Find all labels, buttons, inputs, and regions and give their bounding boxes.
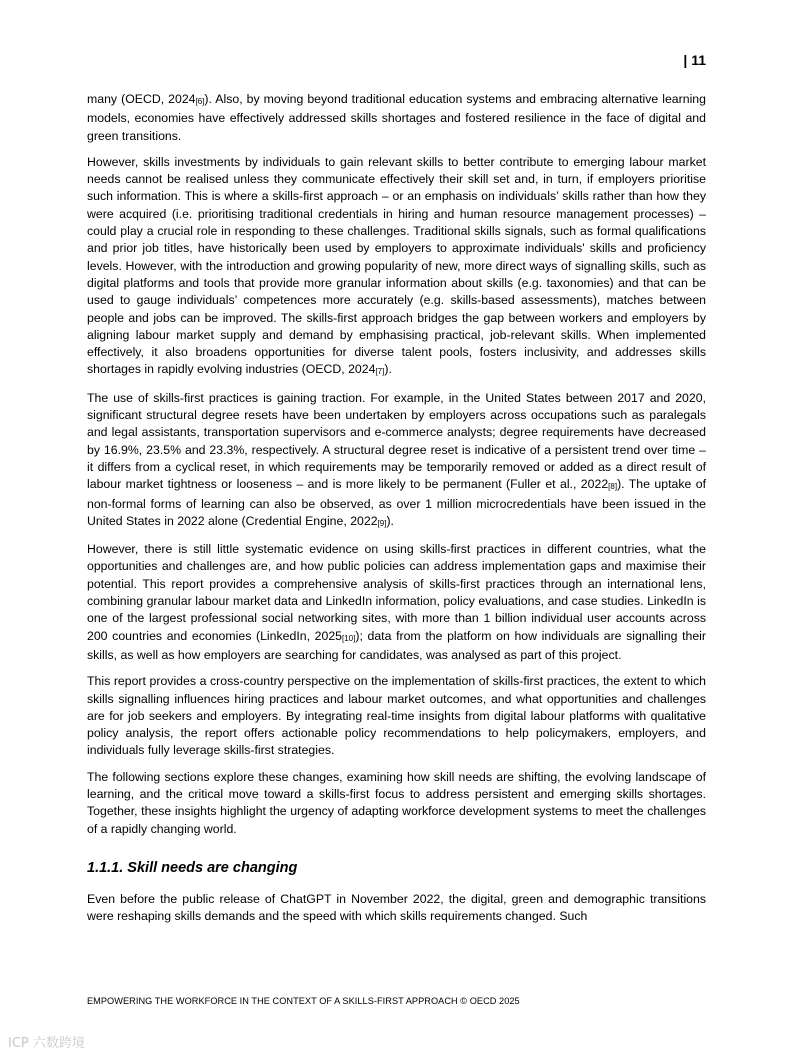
text-run: ); data from the platform on how individuals are signalling their skills, as well as how employers are searching for candidates, was analysed as part of this project.: [87, 628, 706, 662]
paragraph: [87, 91, 706, 145]
text-run: ).: [386, 513, 394, 528]
paragraph-list: [87, 91, 706, 838]
paragraph: [87, 673, 706, 759]
paragraph: [87, 891, 706, 926]
reference-marker: [10]: [342, 633, 356, 643]
reference-marker: [8]: [608, 482, 618, 492]
text-run: many (OECD, 2024: [87, 92, 196, 106]
text-run: The use of skills-first practices is gaining traction. For example, in the United States between 2017 and 2020, significant structural degree resets have been undertaken by employers across occupations such as paralegals and legal assistants, transportation supervisors and e-commerce analysts; degree requirements have decreased by 16.9%, 23.5% and 23.3%, respectively. A structural degree reset is indicative of a persistent trend over time – it differs from a cyclical reset, in which requirements may be temporarily removed or added as a direct result of labour market tightness or looseness – and is more likely to be permanent (Fuller et al., 2022: [87, 390, 706, 492]
paragraph: [87, 390, 706, 532]
watermark: ICP 六数跨境: [8, 1036, 85, 1051]
text-run: ).: [384, 362, 392, 377]
page-number: | 11: [683, 52, 706, 68]
text-run: ). The uptake of non-formal forms of learning can also be observed, as over 1 million microcredentials have been issued in the United States in 2022 alone (Credential Engine, 2022: [87, 477, 706, 528]
section-heading: 1.1.1. Skill needs are changing: [87, 859, 298, 876]
paragraph: [87, 769, 706, 838]
paragraph: [87, 154, 706, 381]
page-footer: EMPOWERING THE WORKFORCE IN THE CONTEXT OF A SKILLS-FIRST APPROACH © OECD 2025: [87, 996, 520, 1006]
text-run: The following sections explore these changes, examining how skill needs are shifting, the evolving landscape of learning, and the critical move toward a skills-first focus to address persistent and emerging skills shortages. Together, these insights highlight the urgency of adapting workforce development systems to meet the challenges of a rapidly changing world.: [87, 769, 706, 836]
reference-marker: [7]: [375, 367, 385, 377]
text-run: This report provides a cross-country perspective on the implementation of skills-first practices, the extent to which skills signalling influences hiring practices and labour market outcomes, and what opportunities and challenges are for job seekers and employers. By integrating real-time insights from digital labour platforms with qualitative policy analysis, the report offers actionable policy recommendations to help policymakers, employers, and individuals fully leverage skills-first strategies.: [87, 674, 706, 758]
section-paragraph-list: [87, 891, 706, 926]
reference-marker: [6]: [195, 97, 205, 106]
text-run: However, there is still little systematic evidence on using skills-first practices in different countries, what the opportunities and challenges are, and how public policies can address implementation gaps and maximise their potential. This report provides a comprehensive analysis of skills-first practices through an international lens, combining granular labour market data and LinkedIn information, policy evaluations, and case studies. LinkedIn is one of the largest professional social networking sites, with more than 1 billion individual user accounts across 200 countries and economies (LinkedIn, 2025: [87, 542, 706, 643]
text-run: ). Also, by moving beyond traditional education systems and embracing alternative learning models, economies have effectively addressed skills shortages and fostered resilience in the face of digital and green transitions.: [87, 92, 706, 143]
text-run: However, skills investments by individuals to gain relevant skills to better contribute to emerging labour market needs cannot be realised unless they communicate effectively their skill set and, in turn, if employers prioritise such information. This is where a skills-first approach – or an emphasis on individuals’ skills rather than how they were acquired (i.e. prioritising traditional credentials in hiring and human resource management processes) – could play a crucial role in responding to these challenges. Traditional skills signals, such as formal qualifications and prior job titles, have historically been used by employers to approximate individuals' skills and proficiency levels. However, with the introduction and growing popularity of new, more direct ways of signalling skills, such as digital platforms and tools that provide more granular information about skills (e.g. taxonomies) and that can be used to gauge individuals’ competences more accurately (e.g. skills-based assessments), matches between people and jobs can be improved. The skills-first approach bridges the gap between workers and employers by aligning labour market supply and demand by emphasising practical, job-relevant skills. When implemented effectively, it also broadens opportunities for diverse talent pools, fosters inclusivity, and addresses skills shortages in rapidly evolving industries (OECD, 2024: [87, 154, 706, 377]
paragraph: [87, 541, 706, 664]
reference-marker: [9]: [377, 518, 387, 528]
text-run: Even before the public release of ChatGPT in November 2022, the digital, green and demographic transitions were reshaping skills demands and the speed with which skills requirements changed. Such: [87, 891, 706, 924]
body-text: [87, 91, 706, 934]
